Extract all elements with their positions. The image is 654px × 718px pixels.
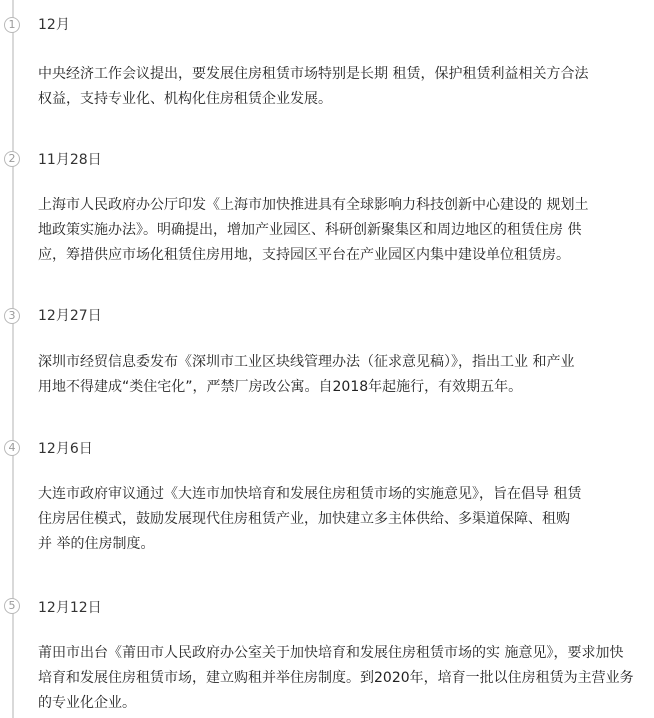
entry-text [38,62,634,112]
entry-date: 12月6日 [38,441,93,457]
entry-text-line: 莆田市出台《莆田市人民政府办公室关于加快培育和发展住房租赁市场的实 施意见》，要求加快 [38,645,624,661]
entry-text-line: 并 举的住房制度。 [38,536,155,552]
timeline-marker-2-icon: 2 [4,151,20,167]
entry-text-line: 应，筹措供应市场化租赁住房用地，支持园区平台在产业园区内集中建设单位租赁房。 [38,247,570,263]
entry-text-line: 住房居住模式，鼓励发展现代住房租赁产业，加快建立多主体供给、多渠道保障、租购 [38,511,570,527]
entry-text-line: 地政策实施办法》。明确提出，增加产业园区、科研创新聚集区和周边地区的租赁住房 供 [38,222,582,238]
entry-text-line: 权益，支持专业化、机构化住房租赁企业发展。 [38,91,332,107]
timeline-marker-4-icon: 4 [4,440,20,456]
timeline-marker-1-icon: 1 [4,17,20,33]
entry-text-line: 的专业化企业。 [38,695,136,711]
entry-text-line: 中央经济工作会议提出，要发展住房租赁市场特别是长期 租赁，保护租赁利益相关方合法 [38,66,589,82]
entry-text-line: 深圳市经贸信息委发布《深圳市工业区块线管理办法（征求意见稿）》，指出工业 和产业 [38,354,575,370]
timeline-marker-3-icon: 3 [4,308,20,324]
entry-date: 12月27日 [38,308,102,324]
timeline-marker-5-icon: 5 [4,598,20,614]
entry-text-line: 上海市人民政府办公厅印发《上海市加快推进具有全球影响力科技创新中心建设的 规划土 [38,197,589,213]
entry-text [38,193,634,268]
entry-text-line: 用地不得建成“类住宅化”，严禁厂房改公寓。自2018年起施行，有效期五年。 [38,379,523,395]
entry-date: 12月12日 [38,600,102,616]
entry-text-line: 培育和发展住房租赁市场，建立购租并举住房制度。到2020年，培育一批以住房租赁为主营业务 [38,670,634,686]
entry-text-line: 大连市政府审议通过《大连市加快培育和发展住房租赁市场的实施意见》，旨在倡导 租赁 [38,486,582,502]
entry-date: 12月 [38,17,70,33]
entry-date: 11月28日 [38,152,102,168]
entry-text [38,641,634,716]
entry-text [38,482,634,557]
entry-text [38,350,634,400]
